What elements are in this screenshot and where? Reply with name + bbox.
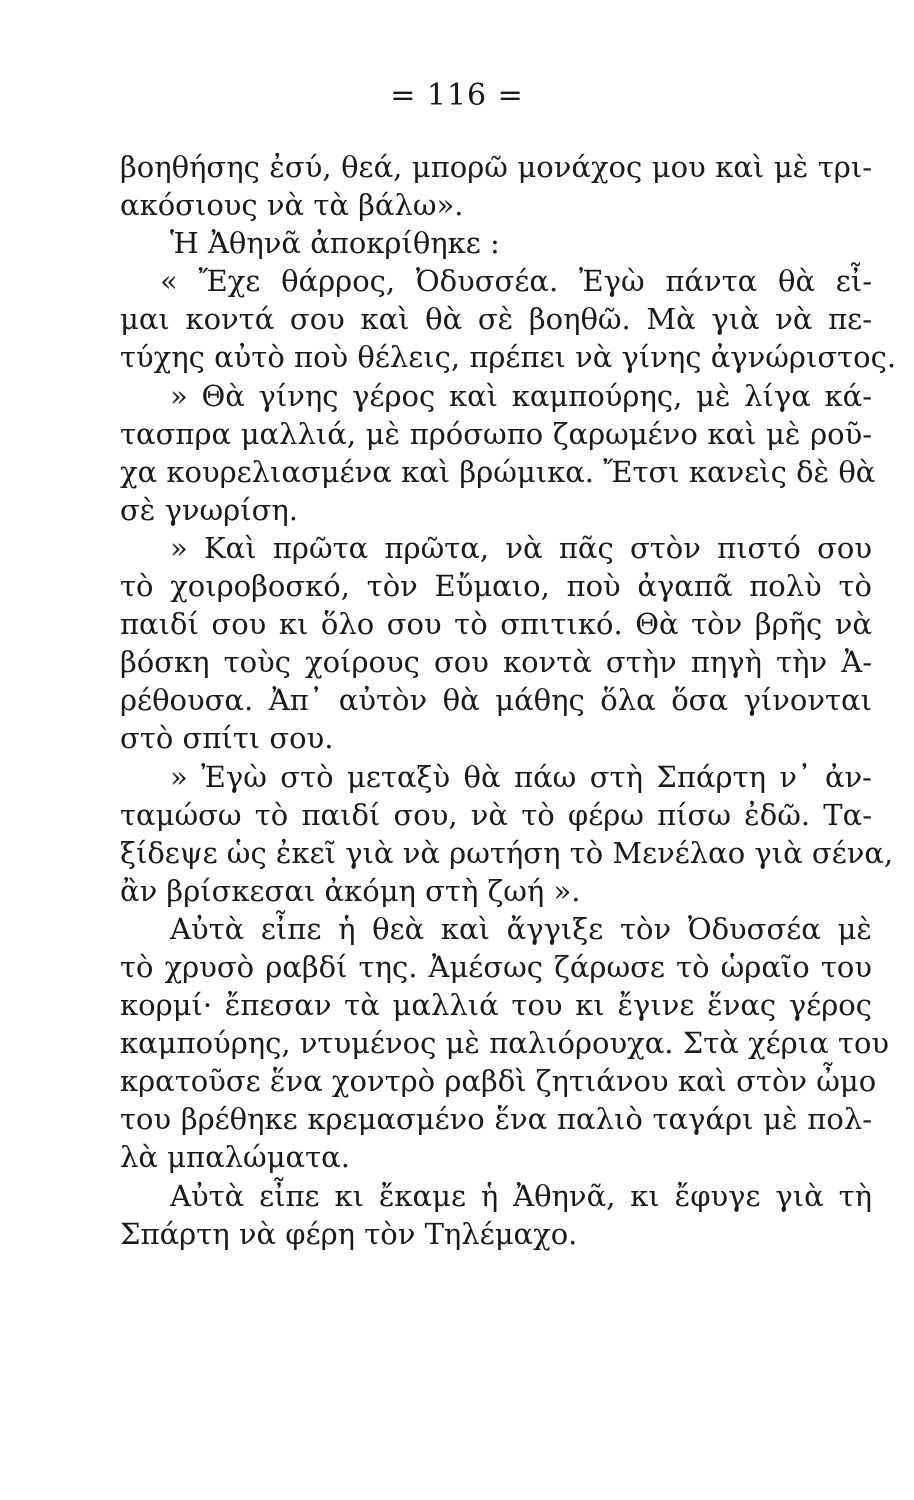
text-line: ακόσιους νὰ τὰ βάλω». <box>120 188 464 223</box>
text-line: Αὐτὰ εἶπε ἡ θεὰ καὶ ἄγγιξε τὸν Ὀδυσσέα μὲ <box>170 911 872 946</box>
text-line: ἂν βρίσκεσαι ἀκόμη στὴ ζωή ». <box>120 873 581 908</box>
paragraph <box>120 224 872 262</box>
text-line: τασπρα μαλλιά, μὲ πρόσωπο ζαρωμένο καὶ μὲ ροῦ- <box>120 416 872 451</box>
text-line: χα κουρελιασμένα καὶ βρώμικα. Ἔτσι κανεὶς δὲ θὰ <box>120 454 876 489</box>
text-line: ταμώσω τὸ παιδί σου, νὰ τὸ φέρω πίσω ἐδῶ. Τα- <box>120 797 872 832</box>
text-line: » Καὶ πρῶτα πρῶτα, νὰ πᾶς στὸν πιστό σου <box>170 530 872 565</box>
text-line: Αὐτὰ εἶπε κι ἔκαμε ἡ Ἀθηνᾶ, κι ἔφυγε γιὰ τὴ <box>170 1178 872 1213</box>
text-line: κρατοῦσε ἕνα χοντρὸ ραβδὶ ζητιάνου καὶ στὸν ὦμο <box>120 1064 877 1099</box>
text-line: κορμί· ἔπεσαν τὰ μαλλιά του κι ἔγινε ἕνας γέρος <box>120 988 872 1023</box>
paragraph <box>120 758 894 910</box>
text-line: παιδί σου κι ὅλο σου τὸ σπιτικό. Θὰ τὸν βρῆς νὰ <box>120 607 872 642</box>
text-line: » Θὰ γίνης γέρος καὶ καμπούρης, μὲ λίγα κά- <box>170 378 872 413</box>
text-line: Ἡ Ἀθηνᾶ ἀποκρίθηκε : <box>170 226 500 261</box>
text-line: » Ἐγὼ στὸ μεταξὺ θὰ πάω στὴ Σπάρτη ν᾽ ἀν- <box>170 759 872 794</box>
page-number: = 116 = <box>390 78 524 113</box>
paragraph <box>120 148 872 224</box>
text-line: του βρέθηκε κρεμασμένο ἕνα παλιὸ ταγάρι μὲ πολ- <box>120 1102 872 1137</box>
paragraph <box>120 529 872 758</box>
text-line: καμπούρης, ντυμένος μὲ παλιόρουχα. Στὰ χέρια του <box>120 1026 890 1061</box>
text-line: σὲ γνωρίση. <box>120 492 298 527</box>
paragraph <box>120 262 897 376</box>
text-line: ρέθουσα. Ἀπ᾽ αὐτὸν θὰ μάθης ὅλα ὅσα γίνονται <box>120 683 872 718</box>
text-line: στὸ σπίτι σου. <box>120 721 334 756</box>
text-line: μαι κοντά σου καὶ θὰ σὲ βοηθῶ. Μὰ γιὰ νὰ πε- <box>120 302 872 337</box>
paragraph <box>120 910 890 1177</box>
text-line: βόσκη τοὺς χοίρους σου κοντὰ στὴν πηγὴ τὴν Ἀ- <box>120 645 872 680</box>
paragraph <box>120 1177 872 1253</box>
page-body <box>120 148 897 1253</box>
text-line: λὰ μπαλώματα. <box>120 1140 350 1175</box>
text-line: τύχης αὐτὸ ποὺ θέλεις, πρέπει νὰ γίνης ἀγνώριστος. <box>120 340 897 375</box>
text-line: βοηθήσης ἐσύ, θεά, μπορῶ μονάχος μου καὶ μὲ τρι- <box>120 150 872 184</box>
text-line: τὸ χρυσὸ ραβδί της. Ἀμέσως ζάρωσε τὸ ὡραῖο του <box>120 949 872 984</box>
text-line: Σπάρτη νὰ φέρη τὸν Τηλέμαχο. <box>120 1216 578 1251</box>
paragraph <box>120 377 876 529</box>
text-line: τὸ χοιροβοσκό, τὸν Εὔμαιο, ποὺ ἀγαπᾶ πολὺ τὸ <box>120 569 872 604</box>
text-line: « Ἔχε θάρρος, Ὀδυσσέα. Ἐγὼ πάντα θὰ εἶ- <box>160 264 872 299</box>
text-line: ξίδεψε ὡς ἐκεῖ γιὰ νὰ ρωτήση τὸ Μενέλαο γιὰ σένα, <box>120 835 894 870</box>
